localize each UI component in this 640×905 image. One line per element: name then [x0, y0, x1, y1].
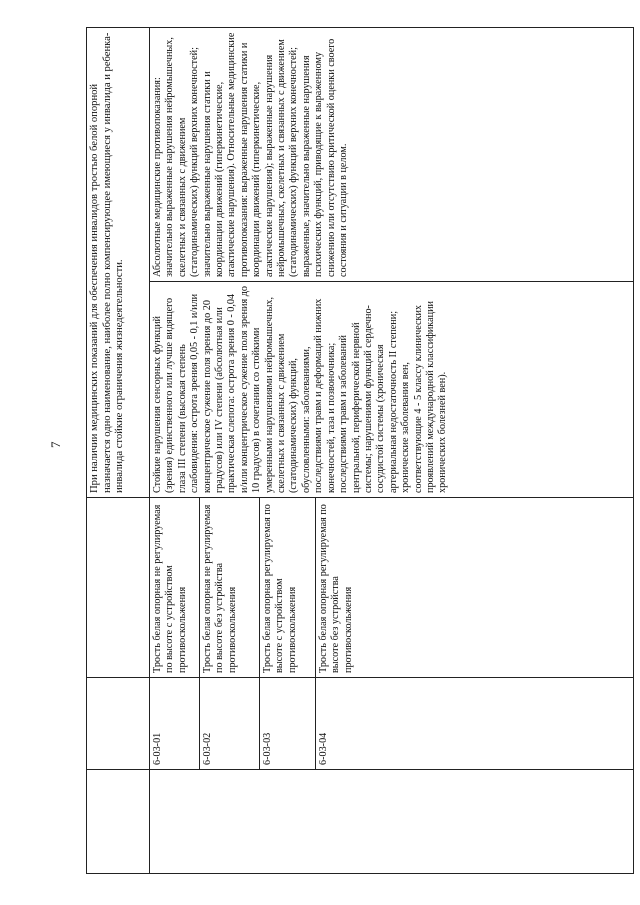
row-code: 6-03-01 [150, 678, 200, 770]
page-number: 7 [48, 441, 63, 448]
empty-cell [87, 498, 150, 678]
row-name: Трость белая опорная регулируемая по высоте с устройством противоскольжения [260, 498, 316, 678]
medical-indications-table [86, 27, 634, 874]
table-row [150, 27, 200, 873]
row-indications: Стойкие нарушения сенсорных функций (зрения) единственного или лучше видящего глаза III степени (высокая степень слабовидения: острота зрения 0,05 - 0,1 и/или концентрическое сужение поля зрения до 20 градусов) или IV степени (абсолютная или практическая слепота: острота зрения 0 - 0,04 и/или концентрическое сужение поля зрения до 10 градусов) в сочетании со стойкими умеренными нарушениями нейромышечных, скелетных и связанных с движением (статодинамических) функций, обусловленными: заболеваниями, последствиями травм и деформаций нижних конечностей, таза и позвоночника; последствиями травм и заболеваний центральной, периферической нервной системы; нарушениями функций сердечно-сосудистой системы (хроническая артериальная недостаточность II степени; хронические заболевания вен, соответствующие 4 - 5 классу клинических проявлений международной классификации хронических болезней вен). [150, 282, 634, 498]
row-code: 6-03-03 [260, 678, 316, 770]
table-header-row [87, 27, 150, 873]
row-contraindications: Абсолютные медицинские противопоказания: значительно выраженные нарушения нейромышечных, скелетных и связанных с движением (статодинамических) функций верхних конечностей; значительно выраженные нарушения статики и координации движений (гиперкинетические, атактические нарушения). Относительные медицинские противопоказания: выраженные нарушения статики и координации движений (гиперкинетические, атактические нарушения); выраженные нарушения нейромышечных, скелетных и связанных с движением (статодинамических) функций верхних конечностей; выраженные, значительно выраженные нарушения психических функций, приводящие к выраженному снижению или отсутствию критической оценки своего состояния и ситуации в целом. [150, 27, 634, 281]
empty-cell [87, 678, 150, 770]
row-name: Трость белая опорная не регулируемая по высоте без устройства противоскольжения [200, 498, 260, 678]
empty-cell [87, 770, 150, 874]
empty-cell [150, 770, 634, 874]
row-code: 6-03-02 [200, 678, 260, 770]
row-name: Трость белая опорная регулируемая по высоте без устройства противоскольжения [316, 498, 634, 678]
row-code: 6-03-04 [316, 678, 634, 770]
rotated-table-container [86, 28, 634, 874]
row-name: Трость белая опорная не регулируемая по высоте с устройством противоскольжения [150, 498, 200, 678]
table-header-note: При наличии медицинских показаний для обеспечения инвалидов тростью белой опорной назначается одно наименование, наиболее полно компенсирующее имеющиеся у инвалида и ребенка-инвалида стойкие ограничения жизнедеятельности. [87, 27, 150, 497]
